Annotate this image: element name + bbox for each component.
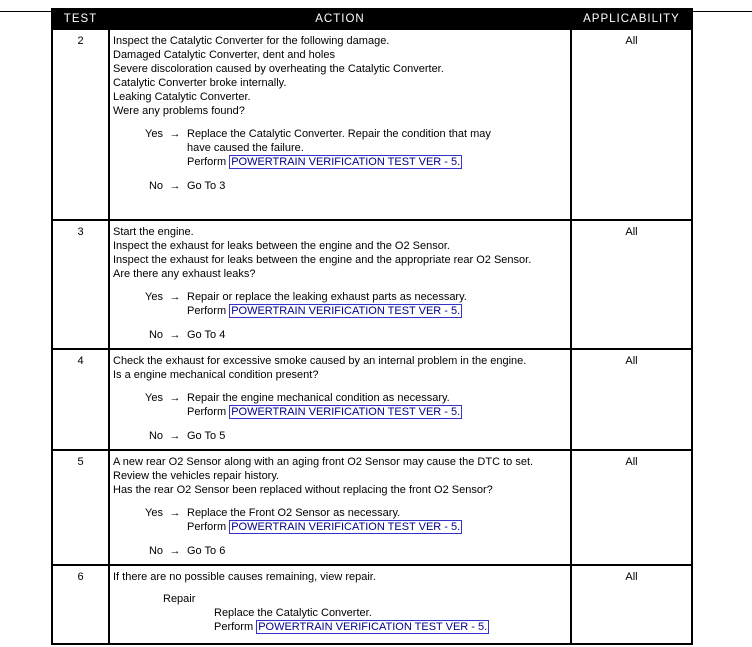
perform-line (187, 405, 566, 419)
verification-test-link[interactable]: POWERTRAIN VERIFICATION TEST VER - 5. (231, 521, 461, 533)
table-row (52, 450, 692, 565)
header-action: ACTION (109, 9, 571, 29)
perform-label: Perform (187, 156, 227, 168)
goto-text: Go To 5 (187, 430, 226, 442)
action-line: Check the exhaust for excessive smoke caused by an internal problem in the engine. (113, 355, 527, 367)
action-line: Inspect the exhaust for leaks between the engine and the O2 Sensor. (113, 240, 450, 252)
arrow-icon: → (169, 507, 181, 519)
yes-response (113, 391, 566, 419)
action-cell (109, 29, 571, 220)
table-row (52, 29, 692, 220)
goto-text: Go To 6 (187, 545, 226, 557)
arrow-icon: → (169, 291, 181, 303)
yes-label: Yes (145, 291, 163, 303)
table-row (52, 565, 692, 644)
yes-body (187, 391, 566, 419)
repair-text: Replace the Catalytic Converter. (214, 607, 372, 619)
test-number: 5 (52, 450, 109, 565)
arrow-icon: → (169, 545, 181, 557)
action-line: Is a engine mechanical condition present? (113, 369, 319, 381)
action-line: Severe discoloration caused by overheating the Catalytic Converter. (113, 63, 444, 75)
arrow-icon: → (169, 180, 181, 192)
action-line: Were any problems found? (113, 105, 245, 117)
perform-label: Perform (214, 621, 254, 633)
action-cell (109, 349, 571, 450)
no-label: No (148, 180, 163, 192)
perform-line (187, 520, 566, 534)
applicability-value: All (571, 29, 692, 220)
repair-label: Repair (163, 593, 196, 605)
action-line: Damaged Catalytic Converter, dent and holes (113, 49, 335, 61)
no-response (113, 544, 566, 558)
yes-text: Repair the engine mechanical condition as necessary. (187, 392, 450, 404)
perform-label: Perform (187, 305, 227, 317)
perform-label: Perform (187, 521, 227, 533)
goto-text: Go To 4 (187, 329, 226, 341)
action-line: If there are no possible causes remaining, view repair. (113, 571, 376, 583)
table-header-row (52, 9, 692, 29)
no-response (113, 429, 566, 443)
perform-line (187, 304, 566, 318)
action-line: Review the vehicles repair history. (113, 470, 280, 482)
test-number: 3 (52, 220, 109, 349)
yes-body (187, 506, 566, 534)
yes-text: have caused the failure. (187, 142, 304, 154)
arrow-icon: → (169, 430, 181, 442)
verification-test-link[interactable]: POWERTRAIN VERIFICATION TEST VER - 5. (258, 621, 488, 633)
no-response (113, 179, 566, 193)
action-line: A new rear O2 Sensor along with an aging front O2 Sensor may cause the DTC to set. (113, 456, 534, 468)
repair-body (214, 606, 566, 634)
verification-test-link[interactable]: POWERTRAIN VERIFICATION TEST VER - 5. (231, 406, 461, 418)
action-cell (109, 220, 571, 349)
goto-text: Go To 3 (187, 180, 226, 192)
verification-test-link[interactable]: POWERTRAIN VERIFICATION TEST VER - 5. (231, 156, 461, 168)
applicability-value: All (571, 565, 692, 644)
diagnostic-table (51, 8, 693, 645)
arrow-icon: → (169, 329, 181, 341)
perform-line (214, 620, 566, 634)
yes-label: Yes (145, 507, 163, 519)
header-applicability: APPLICABILITY (571, 9, 692, 29)
applicability-value: All (571, 450, 692, 565)
no-label: No (148, 329, 163, 341)
verification-test-link[interactable]: POWERTRAIN VERIFICATION TEST VER - 5. (231, 305, 461, 317)
action-line: Catalytic Converter broke internally. (113, 77, 287, 89)
yes-text: Repair or replace the leaking exhaust parts as necessary. (187, 291, 467, 303)
yes-text: Replace the Catalytic Converter. Repair the condition that may (187, 128, 491, 140)
action-line: Leaking Catalytic Converter. (113, 91, 251, 103)
action-line: Inspect the Catalytic Converter for the following damage. (113, 35, 390, 47)
perform-label: Perform (187, 406, 227, 418)
arrow-icon: → (169, 392, 181, 404)
no-response (113, 328, 566, 342)
action-line: Has the rear O2 Sensor been replaced without replacing the front O2 Sensor? (113, 484, 493, 496)
action-line: Start the engine. (113, 226, 194, 238)
yes-response (113, 506, 566, 534)
perform-line (187, 155, 566, 169)
yes-label: Yes (145, 128, 163, 140)
table-row (52, 349, 692, 450)
test-number: 4 (52, 349, 109, 450)
no-label: No (148, 545, 163, 557)
applicability-value: All (571, 220, 692, 349)
action-line: Inspect the exhaust for leaks between the engine and the appropriate rear O2 Sensor. (113, 254, 532, 266)
applicability-value: All (571, 349, 692, 450)
yes-text: Replace the Front O2 Sensor as necessary. (187, 507, 401, 519)
table-row (52, 220, 692, 349)
action-cell (109, 565, 571, 644)
yes-response (113, 290, 566, 318)
yes-label: Yes (145, 392, 163, 404)
action-cell (109, 450, 571, 565)
action-line: Are there any exhaust leaks? (113, 268, 256, 280)
test-number: 2 (52, 29, 109, 220)
yes-body (187, 127, 566, 169)
arrow-icon: → (169, 128, 181, 140)
yes-body (187, 290, 566, 318)
test-number: 6 (52, 565, 109, 644)
yes-response (113, 127, 566, 169)
header-test: TEST (52, 9, 109, 29)
no-label: No (148, 430, 163, 442)
